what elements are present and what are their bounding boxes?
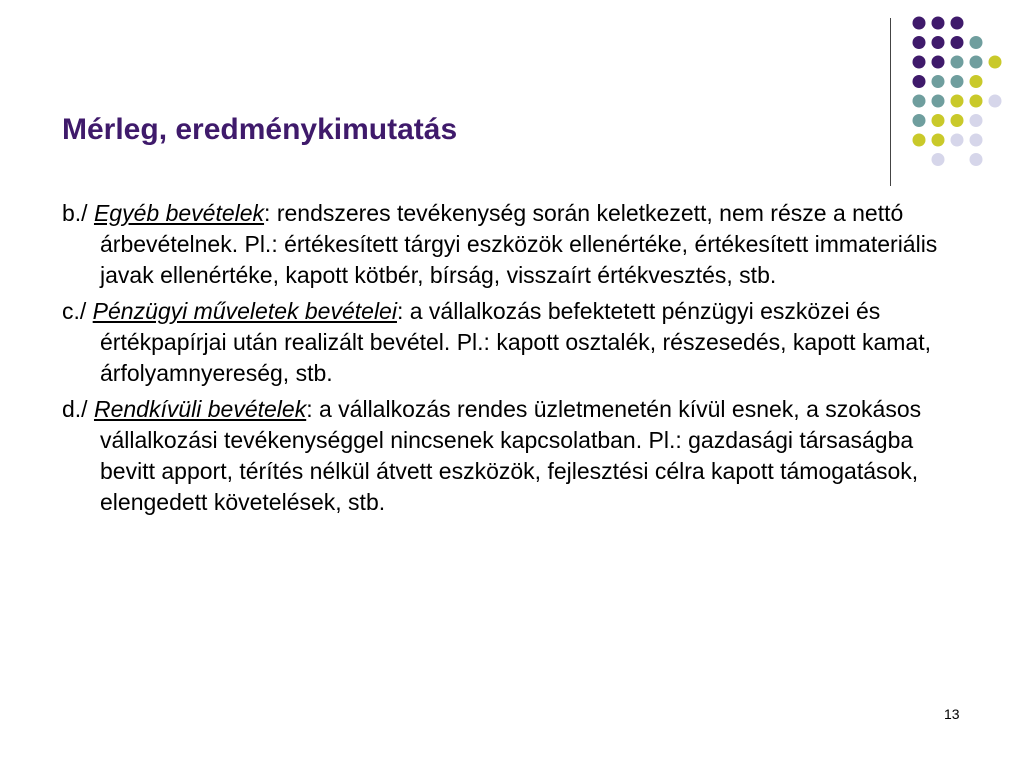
decorative-dot <box>951 56 964 69</box>
decorative-dot <box>951 134 964 147</box>
decorative-dot <box>970 56 983 69</box>
decorative-dot <box>932 36 945 49</box>
decorative-dot <box>932 95 945 108</box>
decorative-dot <box>970 95 983 108</box>
term-rendkivuli-bevetelek: Rendkívüli bevételek <box>93 396 307 422</box>
decorative-dot <box>932 56 945 69</box>
decorative-dot <box>913 95 926 108</box>
decorative-dot-grid <box>0 0 1024 200</box>
decorative-dot <box>951 36 964 49</box>
decorative-dot <box>932 153 945 166</box>
paragraph-label: c./ <box>62 298 93 324</box>
decorative-dot <box>970 114 983 127</box>
decorative-dot <box>951 17 964 30</box>
decorative-dot <box>951 75 964 88</box>
paragraph-text: : rendszeres tevékenység során keletkezett, nem része a nettó árbevételnek. Pl.: értékesített tárgyi eszközök ellenértéke, értékesített immateriális javak ellenértéke, kapott kötbér, bírság, visszaírt értékvesztés, stb. <box>100 200 938 288</box>
decorative-dot <box>913 75 926 88</box>
decorative-dot <box>932 134 945 147</box>
paragraph-label: d./ <box>62 396 94 422</box>
paragraph-label: b./ <box>62 200 94 226</box>
decorative-dot <box>913 56 926 69</box>
decorative-dot <box>932 114 945 127</box>
term-penzugyi-muveletek-bevetelei: Pénzügyi műveletek bevételei <box>92 298 397 324</box>
paragraph-text: : a vállalkozás befektetett pénzügyi eszközei és értékpapírjai után realizált bevétel. Pl.: kapott osztalék, részesedés, kapott kamat, árfolyamnyereség, stb. <box>100 298 931 386</box>
decorative-dot <box>951 114 964 127</box>
term-egyeb-bevetelek: Egyéb bevételek <box>93 200 265 226</box>
decorative-dot <box>951 95 964 108</box>
decorative-dot <box>932 17 945 30</box>
paragraph-c <box>62 296 962 389</box>
slide-body <box>62 198 962 523</box>
paragraph-b <box>62 198 962 291</box>
decorative-dot <box>932 75 945 88</box>
decorative-dot <box>970 36 983 49</box>
decorative-dot <box>913 114 926 127</box>
decorative-dot <box>989 95 1002 108</box>
decorative-dot <box>989 56 1002 69</box>
decorative-dot <box>913 17 926 30</box>
paragraph-d <box>62 394 962 518</box>
paragraph-text: : a vállalkozás rendes üzletmenetén kívül esnek, a szokásos vállalkozási tevékenységgel nincsenek kapcsolatban. Pl.: gazdasági társaságba bevitt apport, térítés nélkül átvett eszközök, fejlesztési célra kapott támogatások, elengedett követelések, stb. <box>100 396 922 515</box>
slide-title: Mérleg, eredménykimutatás <box>62 113 458 146</box>
decorative-dot <box>913 134 926 147</box>
decorative-dot <box>970 75 983 88</box>
page-number: 13 <box>944 706 960 722</box>
decorative-dot <box>970 134 983 147</box>
decorative-dot <box>913 36 926 49</box>
vertical-divider <box>890 18 891 186</box>
decorative-dot <box>970 153 983 166</box>
